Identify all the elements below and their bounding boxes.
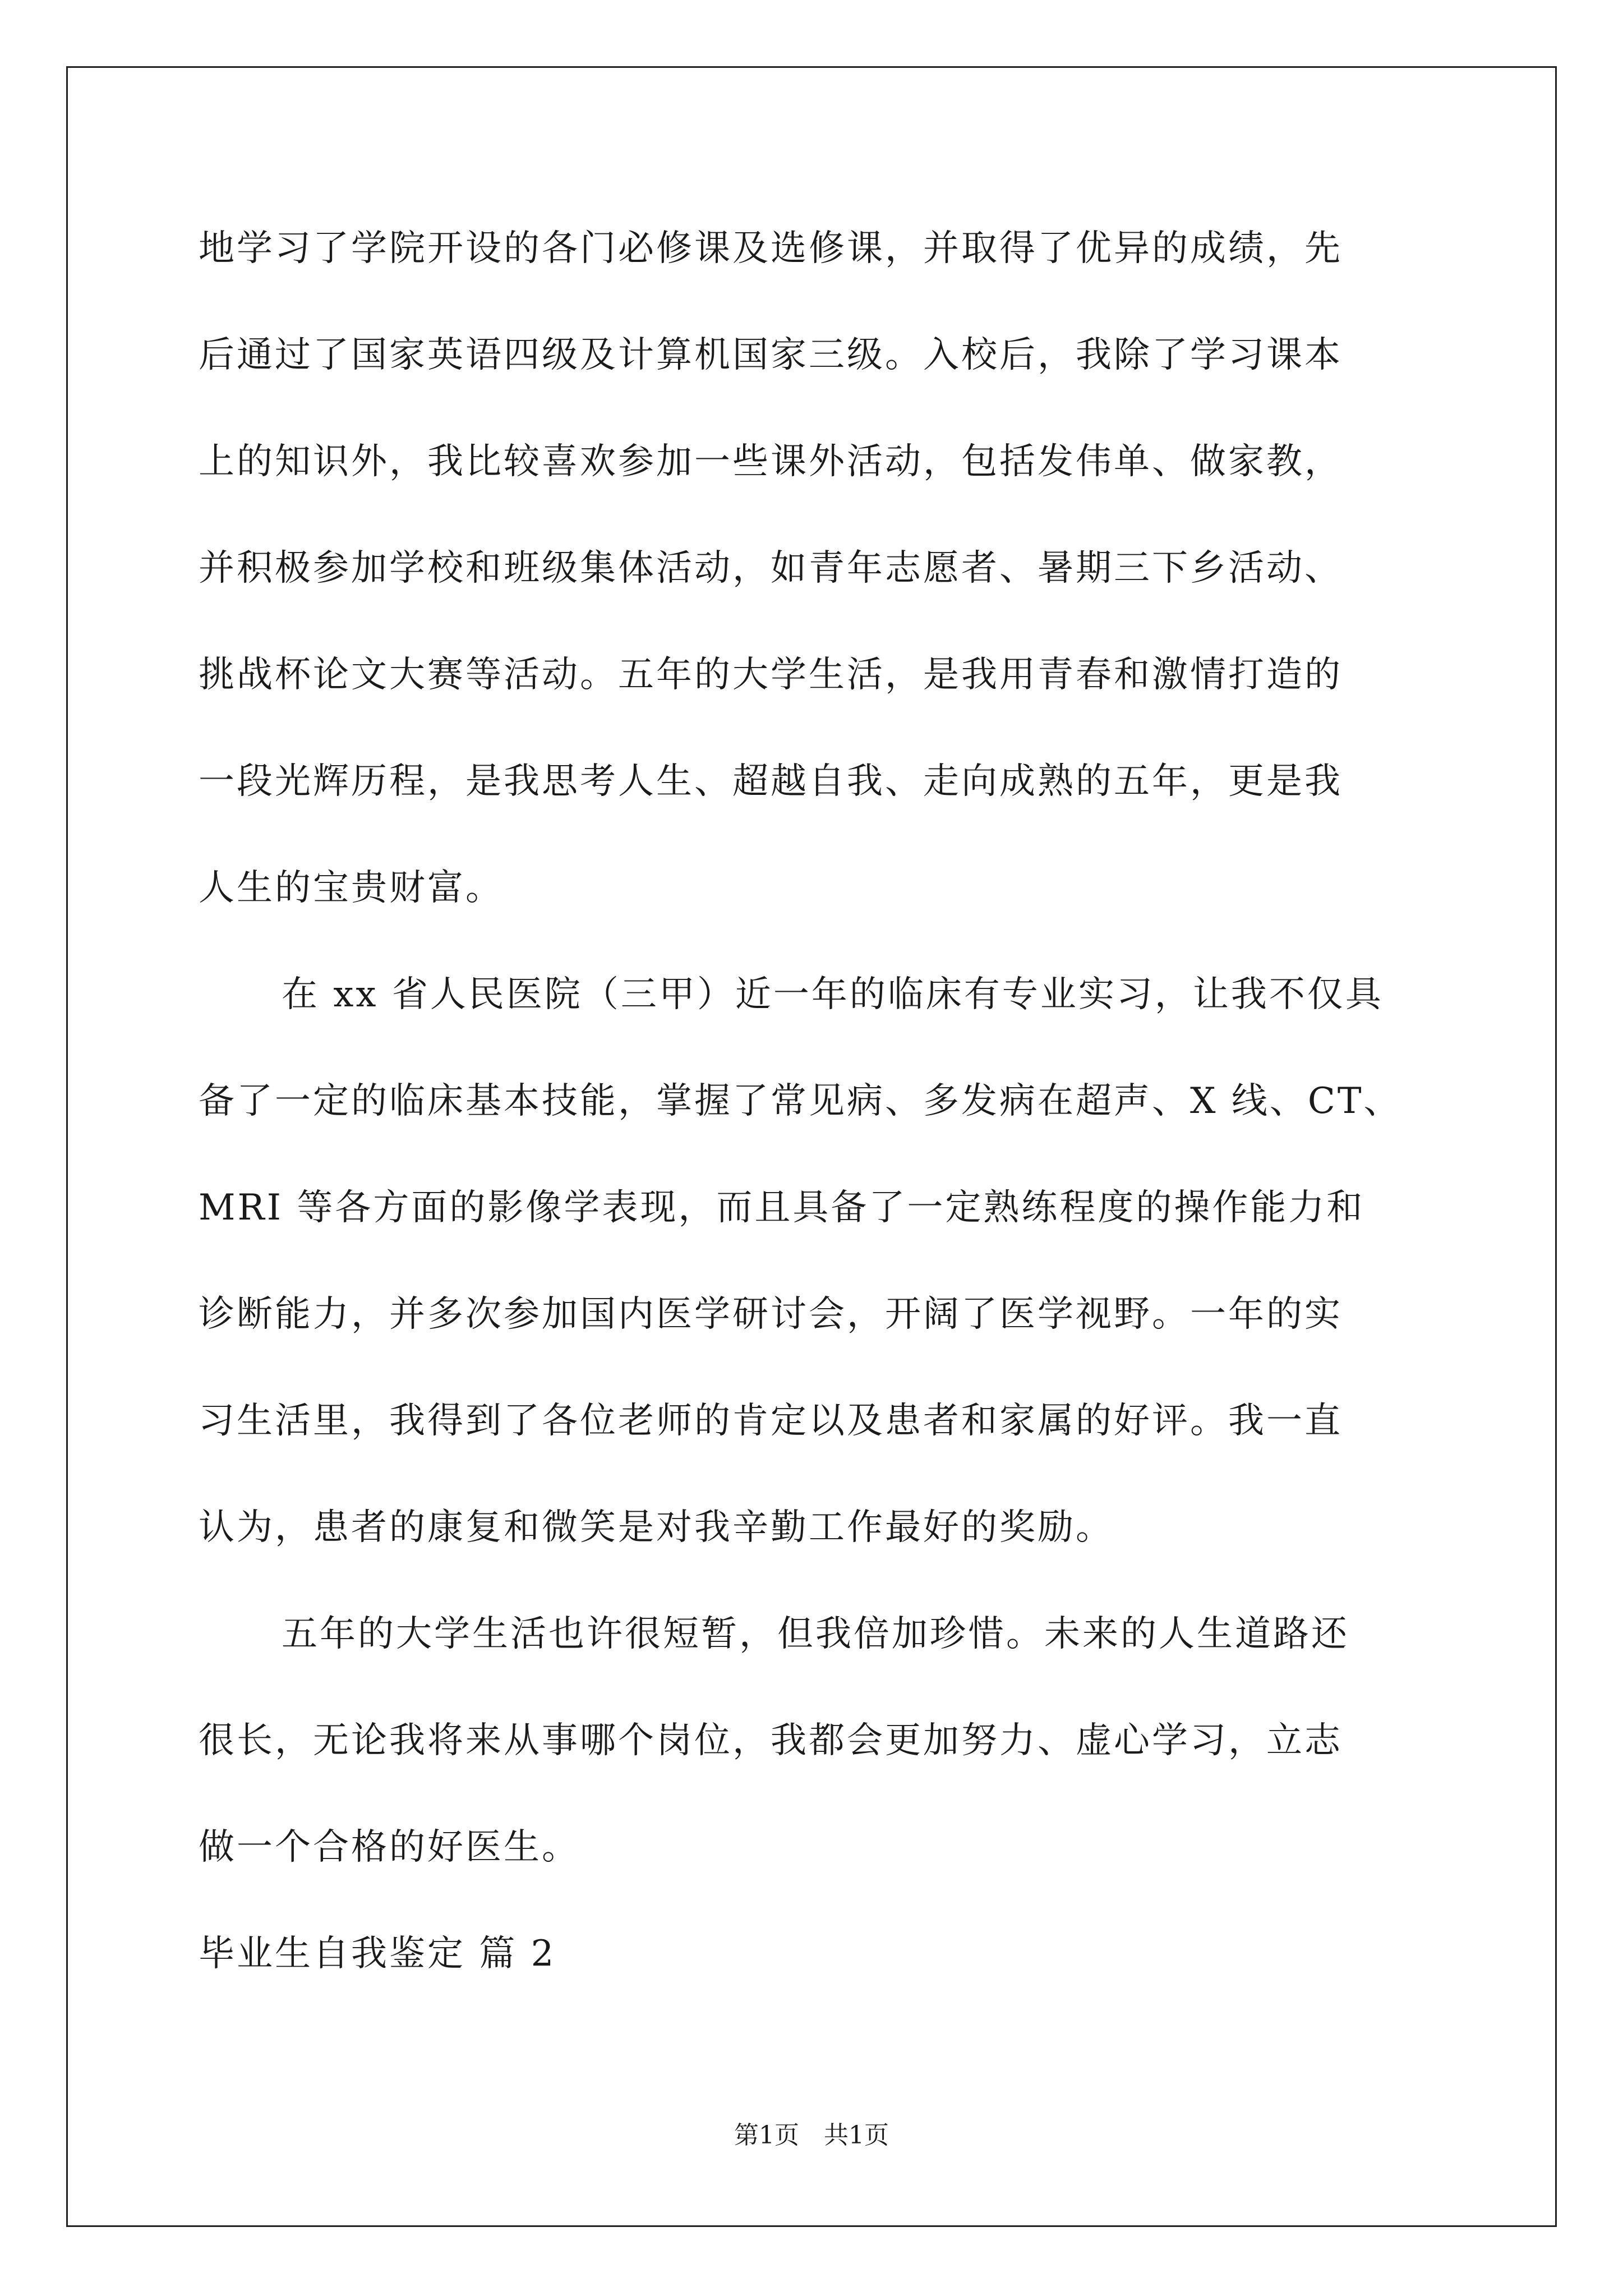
- text-line: 诊断能力，并多次参加国内医学研讨会，开阔了医学视野。一年的实: [199, 1294, 1343, 1335]
- text-line: 地学习了学院开设的各门必修课及选修课，并取得了优异的成绩，先: [199, 228, 1343, 269]
- text-line: 做一个合格的好医生。: [199, 1826, 580, 1868]
- text-line: 习生活里，我得到了各位老师的肯定以及患者和家属的好评。我一直: [199, 1400, 1343, 1442]
- section-heading: 毕业生自我鉴定 篇 2: [199, 1933, 556, 1975]
- text-line: 挑战杯论文大赛等活动。五年的大学生活，是我用青春和激情打造的: [199, 654, 1343, 696]
- text-line: MRI 等各方面的影像学表现，而且具备了一定熟练程度的操作能力和: [199, 1187, 1365, 1228]
- document-body: [199, 212, 1432, 2024]
- text-line: 认为，患者的康复和微笑是对我辛勤工作最好的奖励。: [199, 1507, 1114, 1548]
- text-line: 很长，无论我将来从事哪个岗位，我都会更加努力、虚心学习，立志: [199, 1720, 1343, 1761]
- text-line: 上的知识外，我比较喜欢参加一些课外活动，包括发伟单、做家教，: [199, 441, 1343, 482]
- text-line: 一段光辉历程，是我思考人生、超越自我、走向成熟的五年，更是我: [199, 761, 1343, 802]
- paragraph-first-line: 在 xx 省人民医院（三甲）近一年的临床有专业实习，让我不仅具: [282, 974, 1384, 1015]
- text-line: 人生的宝贵财富。: [199, 867, 504, 909]
- page-number: 第1页 共1页: [734, 2121, 889, 2150]
- text-line: 后通过了国家英语四级及计算机国家三级。入校后，我除了学习课本: [199, 334, 1343, 376]
- text-line: 备了一定的临床基本技能，掌握了常见病、多发病在超声、X 线、CT、: [199, 1080, 1402, 1122]
- paragraph-first-line: 五年的大学生活也许很短暂，但我倍加珍惜。未来的人生道路还: [282, 1613, 1349, 1655]
- text-line: 并积极参加学校和班级集体活动，如青年志愿者、暑期三下乡活动、: [199, 547, 1343, 589]
